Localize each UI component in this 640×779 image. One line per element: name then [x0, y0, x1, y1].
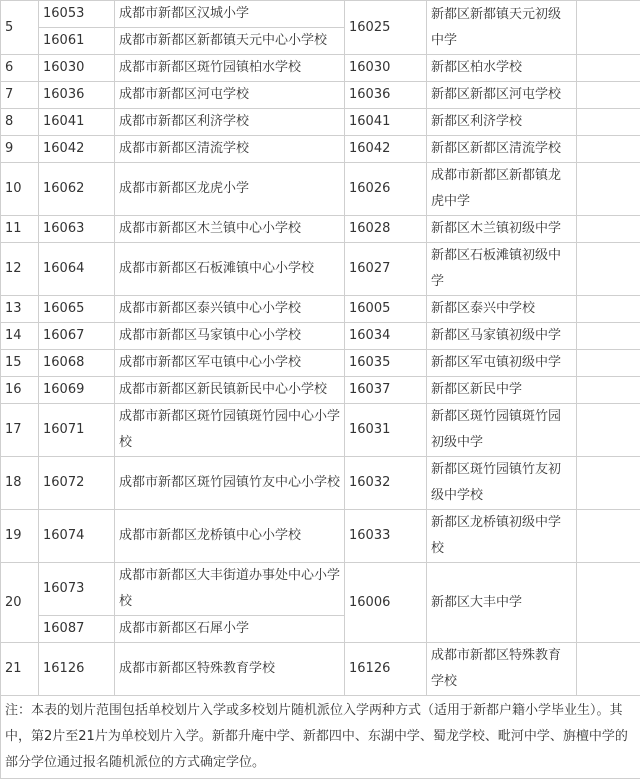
table-row: [1, 323, 640, 350]
empty-cell: [577, 404, 640, 457]
table-row: [1, 55, 640, 82]
primary-school-name: 成都市新都区军屯镇中心小学校: [115, 350, 345, 377]
table-row: [1, 109, 640, 136]
empty-cell: [577, 136, 640, 163]
zone-number: 11: [1, 216, 39, 243]
zone-number: 15: [1, 350, 39, 377]
zone-number: 17: [1, 404, 39, 457]
table-row: [1, 457, 640, 510]
table-row: [1, 1, 640, 28]
empty-cell: [577, 563, 640, 643]
primary-school-code: 16067: [39, 323, 115, 350]
zone-number: 9: [1, 136, 39, 163]
middle-school-code: 16034: [345, 323, 427, 350]
zone-number: 13: [1, 296, 39, 323]
primary-school-code: 16064: [39, 243, 115, 296]
primary-school-code: 16068: [39, 350, 115, 377]
empty-cell: [577, 643, 640, 696]
middle-school-name: 新都区军屯镇初级中学: [427, 350, 577, 377]
middle-school-name: 新都区新民中学: [427, 377, 577, 404]
empty-cell: [577, 457, 640, 510]
table-row: [1, 350, 640, 377]
primary-school-name: 成都市新都区清流学校: [115, 136, 345, 163]
primary-school-name: 成都市新都区马家镇中心小学校: [115, 323, 345, 350]
empty-cell: [577, 82, 640, 109]
middle-school-code: 16036: [345, 82, 427, 109]
empty-cell: [577, 510, 640, 563]
table-row: [1, 216, 640, 243]
zone-number: 18: [1, 457, 39, 510]
zone-number: 19: [1, 510, 39, 563]
empty-cell: [577, 1, 640, 55]
table-row: [1, 643, 640, 696]
middle-school-name: 新都区柏水学校: [427, 55, 577, 82]
primary-school-name: 成都市新都区河屯学校: [115, 82, 345, 109]
primary-school-code: 16065: [39, 296, 115, 323]
primary-school-name: 成都市新都区斑竹园镇竹友中心小学校: [115, 457, 345, 510]
primary-school-name: 成都市新都区新都镇天元中心小学校: [115, 28, 345, 55]
primary-school-name: 成都市新都区木兰镇中心小学校: [115, 216, 345, 243]
primary-school-name: 成都市新都区石犀小学: [115, 616, 345, 643]
middle-school-code: 16041: [345, 109, 427, 136]
table-row: [1, 136, 640, 163]
empty-cell: [577, 296, 640, 323]
middle-school-code: 16035: [345, 350, 427, 377]
middle-school-code: 16028: [345, 216, 427, 243]
primary-school-code: 16053: [39, 1, 115, 28]
middle-school-code: 16030: [345, 55, 427, 82]
empty-cell: [577, 350, 640, 377]
middle-school-name: 新都区利济学校: [427, 109, 577, 136]
middle-school-code: 16032: [345, 457, 427, 510]
primary-school-code: 16041: [39, 109, 115, 136]
middle-school-name: 新都区石板滩镇初级中学: [427, 243, 577, 296]
primary-school-code: 16074: [39, 510, 115, 563]
zone-number: 7: [1, 82, 39, 109]
table-row: [1, 510, 640, 563]
middle-school-name: 新都区斑竹园镇斑竹园初级中学: [427, 404, 577, 457]
middle-school-name: 新都区泰兴中学校: [427, 296, 577, 323]
primary-school-name: 成都市新都区利济学校: [115, 109, 345, 136]
middle-school-code: 16027: [345, 243, 427, 296]
primary-school-name: 成都市新都区斑竹园镇斑竹园中心小学校: [115, 404, 345, 457]
middle-school-code: 16126: [345, 643, 427, 696]
primary-school-code: 16061: [39, 28, 115, 55]
empty-cell: [577, 323, 640, 350]
middle-school-name: 成都市新都区特殊教育学校: [427, 643, 577, 696]
middle-school-code: 16031: [345, 404, 427, 457]
zone-number: 5: [1, 1, 39, 55]
zone-number: 21: [1, 643, 39, 696]
primary-school-name: 成都市新都区斑竹园镇柏水学校: [115, 55, 345, 82]
middle-school-code: 16042: [345, 136, 427, 163]
zone-number: 16: [1, 377, 39, 404]
primary-school-code: 16073: [39, 563, 115, 616]
primary-school-code: 16030: [39, 55, 115, 82]
primary-school-name: 成都市新都区大丰街道办事处中心小学校: [115, 563, 345, 616]
middle-school-name: 新都区新都区河屯学校: [427, 82, 577, 109]
empty-cell: [577, 377, 640, 404]
primary-school-code: 16069: [39, 377, 115, 404]
middle-school-name: 新都区马家镇初级中学: [427, 323, 577, 350]
primary-school-name: 成都市新都区龙虎小学: [115, 163, 345, 216]
primary-school-code: 16087: [39, 616, 115, 643]
middle-school-code: 16033: [345, 510, 427, 563]
primary-school-code: 16063: [39, 216, 115, 243]
middle-school-name: 新都区大丰中学: [427, 563, 577, 643]
table-row: [1, 563, 640, 616]
table-footnote: 注：本表的划片范围包括单校划片入学或多校划片随机派位入学两种方式（适用于新都户籍小学毕业生）。其中，第2片至21片为单校划片入学。新都升庵中学、新都四中、东湖中学、蜀龙学校、毗河中学、旃檀中学的部分学位通过报名随机派位的方式确定学位。: [1, 696, 640, 779]
middle-school-name: 新都区龙桥镇初级中学校: [427, 510, 577, 563]
middle-school-code: 16006: [345, 563, 427, 643]
primary-school-code: 16126: [39, 643, 115, 696]
primary-school-name: 成都市新都区特殊教育学校: [115, 643, 345, 696]
primary-school-name: 成都市新都区泰兴镇中心小学校: [115, 296, 345, 323]
primary-school-code: 16036: [39, 82, 115, 109]
table-row: [1, 377, 640, 404]
zone-number: 8: [1, 109, 39, 136]
primary-school-code: 16062: [39, 163, 115, 216]
note-row: [1, 696, 640, 779]
primary-school-code: 16072: [39, 457, 115, 510]
empty-cell: [577, 216, 640, 243]
zone-number: 10: [1, 163, 39, 216]
table-body: [1, 1, 640, 779]
primary-school-name: 成都市新都区汉城小学: [115, 1, 345, 28]
primary-school-code: 16071: [39, 404, 115, 457]
primary-school-name: 成都市新都区龙桥镇中心小学校: [115, 510, 345, 563]
middle-school-code: 16037: [345, 377, 427, 404]
middle-school-name: 新都区新都镇天元初级中学: [427, 1, 577, 55]
middle-school-code: 16026: [345, 163, 427, 216]
middle-school-code: 16005: [345, 296, 427, 323]
primary-school-name: 成都市新都区石板滩镇中心小学校: [115, 243, 345, 296]
zone-number: 12: [1, 243, 39, 296]
table-row: [1, 404, 640, 457]
empty-cell: [577, 163, 640, 216]
empty-cell: [577, 55, 640, 82]
table-row: [1, 163, 640, 216]
empty-cell: [577, 243, 640, 296]
middle-school-name: 成都市新都区新都镇龙虎中学: [427, 163, 577, 216]
primary-school-code: 16042: [39, 136, 115, 163]
table-row: [1, 243, 640, 296]
middle-school-code: 16025: [345, 1, 427, 55]
table-row: [1, 82, 640, 109]
primary-school-name: 成都市新都区新民镇新民中心小学校: [115, 377, 345, 404]
zone-number: 20: [1, 563, 39, 643]
middle-school-name: 新都区木兰镇初级中学: [427, 216, 577, 243]
middle-school-name: 新都区斑竹园镇竹友初级中学校: [427, 457, 577, 510]
table-row: [1, 296, 640, 323]
empty-cell: [577, 109, 640, 136]
middle-school-name: 新都区新都区清流学校: [427, 136, 577, 163]
zone-number: 6: [1, 55, 39, 82]
zone-number: 14: [1, 323, 39, 350]
